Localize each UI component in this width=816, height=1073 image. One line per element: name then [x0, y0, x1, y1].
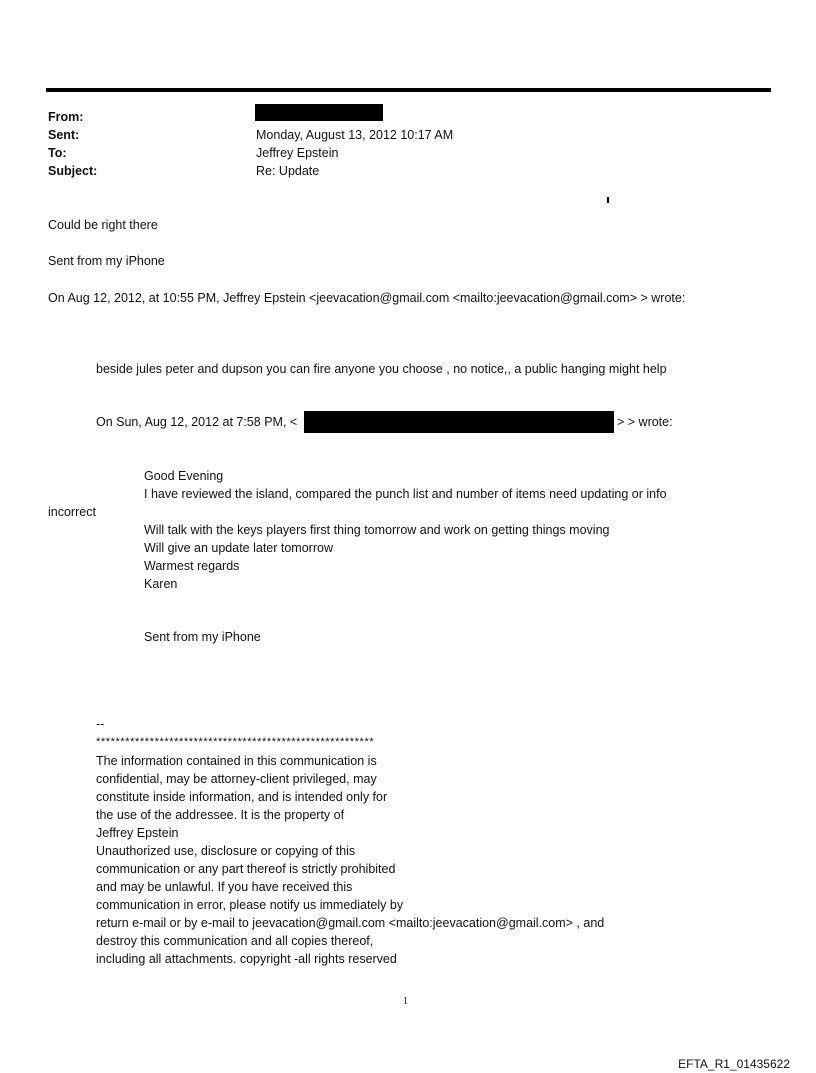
quote-intro: On Aug 12, 2012, at 10:55 PM, Jeffrey Epstein <jeevacation@gmail.com <mailto:jeevacation@gmail.com> > wrote: — [48, 291, 686, 305]
quote2-prefix: On Sun, Aug 12, 2012 at 7:58 PM, < — [96, 415, 298, 429]
bates-number: EFTA_R1_01435622 — [678, 1057, 790, 1071]
disclaimer-line: The information contained in this communication is — [96, 754, 377, 768]
disclaimer-line: Unauthorized use, disclosure or copying of this — [96, 844, 356, 858]
reply-text: beside jules peter and dupson you can fire anyone you choose , no notice,, a public hanging might help — [96, 362, 667, 376]
disclaimer-stars: ********************************************************* — [96, 736, 375, 748]
to-label: To: — [48, 146, 67, 160]
disclaimer-line: Jeffrey Epstein — [96, 826, 179, 840]
disclaimer-line: return e-mail or by e-mail to jeevacation@gmail.com <mailto:jeevacation@gmail.com> , and — [96, 916, 605, 930]
disclaimer-line: constitute inside information, and is intended only for — [96, 790, 388, 804]
subject-label: Subject: — [48, 164, 98, 178]
from-label: From: — [48, 110, 84, 124]
redaction-from — [255, 104, 383, 121]
nested-line-1: Good Evening — [144, 469, 224, 483]
to-value: Jeffrey Epstein — [256, 146, 339, 160]
header-rule — [46, 88, 771, 92]
disclaimer-line: the use of the addressee. It is the property of — [96, 808, 345, 822]
disclaimer-line: destroy this communication and all copies thereof, — [96, 934, 374, 948]
disclaimer-line: communication or any part thereof is strictly prohibited — [96, 862, 396, 876]
body-line-1: Could be right there — [48, 218, 158, 232]
disclaimer-line: confidential, may be attorney-client privileged, may — [96, 772, 377, 786]
subject-value: Re: Update — [256, 164, 320, 178]
disclaimer-dashes: -- — [96, 717, 105, 731]
nested-line-3: Will talk with the keys players first thing tomorrow and work on getting things moving — [144, 523, 610, 537]
nested-line-6: Karen — [144, 577, 178, 591]
disclaimer-line: including all attachments. copyright -all rights reserved — [96, 952, 397, 966]
body-line-2: Sent from my iPhone — [48, 254, 165, 268]
stray-mark — [607, 197, 609, 203]
nested-wrap-word: incorrect — [48, 505, 96, 519]
nested-line-5: Warmest regards — [144, 559, 240, 573]
disclaimer-line: and may be unlawful. If you have received this — [96, 880, 353, 894]
sent-value: Monday, August 13, 2012 10:17 AM — [256, 128, 454, 142]
quote2-suffix: > > wrote: — [617, 415, 673, 429]
nested-line-2: I have reviewed the island, compared the punch list and number of items need updating or info — [144, 487, 667, 501]
nested-signature: Sent from my iPhone — [144, 630, 261, 644]
sent-label: Sent: — [48, 128, 80, 142]
page-number: 1 — [403, 996, 408, 1007]
nested-line-4: Will give an update later tomorrow — [144, 541, 333, 555]
redaction-sender — [304, 411, 614, 433]
disclaimer-line: communication in error, please notify us immediately by — [96, 898, 404, 912]
